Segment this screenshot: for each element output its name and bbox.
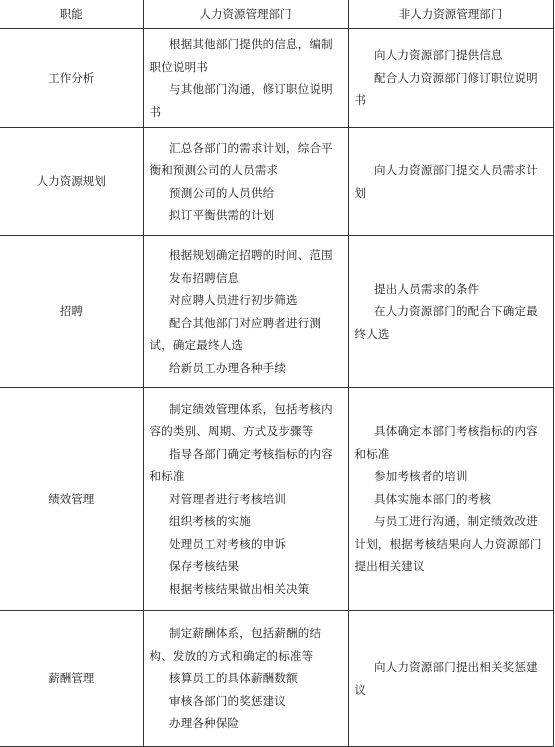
list-item: 与员工进行沟通，制定绩效改进计划，根据考核结果向人力资源部门提出相关建议 <box>354 514 542 574</box>
function-cell: 招聘 <box>0 236 143 388</box>
table-row <box>0 388 553 611</box>
hr-cell <box>143 388 348 611</box>
non-hr-cell <box>348 611 553 747</box>
hr-cell <box>143 236 348 388</box>
table-row <box>0 29 553 128</box>
list-item: 配合人力资源部门修订职位说明书 <box>354 70 538 108</box>
header-function: 职能 <box>0 0 143 29</box>
table-row <box>0 611 553 747</box>
list-item: 对应聘人员进行初步筛选 <box>169 293 298 307</box>
table-row <box>0 128 553 236</box>
list-item: 根据考核结果做出相关决策 <box>169 581 310 596</box>
hr-cell <box>143 29 348 128</box>
list-item: 拟订平衡供需的计划 <box>169 208 275 222</box>
list-item: 指导各部门确定考核指标的内容和标准 <box>149 446 333 484</box>
list-item: 对管理者进行考核培训 <box>169 491 287 506</box>
list-item: 向人力资源部门提出相关奖惩建议 <box>354 660 538 697</box>
header-non-hr-department: 非人力资源管理部门 <box>348 0 553 29</box>
list-item: 根据其他部门提供的信息，编制职位说明书 <box>149 37 333 74</box>
list-item: 组织考核的实施 <box>169 514 251 529</box>
table-row <box>0 236 553 388</box>
list-item: 汇总各部门的需求计划，综合平衡和预测公司的人员需求 <box>149 140 333 177</box>
list-item: 根据规划确定招聘的时间、范围 <box>169 248 333 262</box>
list-item: 给新员工办理各种手续 <box>169 360 287 375</box>
non-hr-cell <box>348 29 553 128</box>
list-item: 向人力资源部门提供信息 <box>374 48 503 63</box>
hr-cell <box>143 611 348 747</box>
list-item: 预测公司的人员供给 <box>169 185 275 200</box>
list-item: 具体实施本部门的考核 <box>374 491 492 506</box>
hr-cell <box>143 128 348 236</box>
function-cell: 人力资源规划 <box>0 128 143 236</box>
list-item: 办理各种保险 <box>169 716 240 731</box>
non-hr-cell <box>348 236 553 388</box>
list-item: 配合其他部门对应聘者进行测试，确定最终人选 <box>149 315 322 352</box>
list-item: 与其他部门沟通，修订职位说明书 <box>149 82 333 119</box>
list-item: 制定薪酬体系，包括薪酬的结构、发放的方式和确定的标准等 <box>149 626 322 663</box>
list-item: 向人力资源部门提交人员需求计划 <box>354 163 538 200</box>
non-hr-cell <box>348 128 553 236</box>
non-hr-cell <box>348 388 553 611</box>
function-cell: 绩效管理 <box>0 388 143 611</box>
list-item: 发布招聘信息 <box>169 270 240 285</box>
list-item: 审核各部门的奖惩建议 <box>169 693 287 708</box>
header-row <box>0 0 553 29</box>
function-cell: 工作分析 <box>0 29 143 128</box>
list-item: 提出人员需求的条件 <box>374 281 480 296</box>
list-item: 参加考核者的培训 <box>374 469 468 484</box>
list-item: 在人力资源部门的配合下确定最终人选 <box>354 304 538 341</box>
list-item: 处理员工对考核的申诉 <box>169 536 287 551</box>
list-item: 具体确定本部门考核指标的内容和标准 <box>354 424 538 461</box>
header-hr-department: 人力资源管理部门 <box>143 0 348 29</box>
list-item: 核算员工的具体薪酬数额 <box>169 671 298 686</box>
list-item: 制定绩效管理体系，包括考核内容的类别、周期、方式及步骤等 <box>149 401 333 439</box>
function-cell: 薪酬管理 <box>0 611 143 747</box>
list-item: 保存考核结果 <box>169 559 240 574</box>
